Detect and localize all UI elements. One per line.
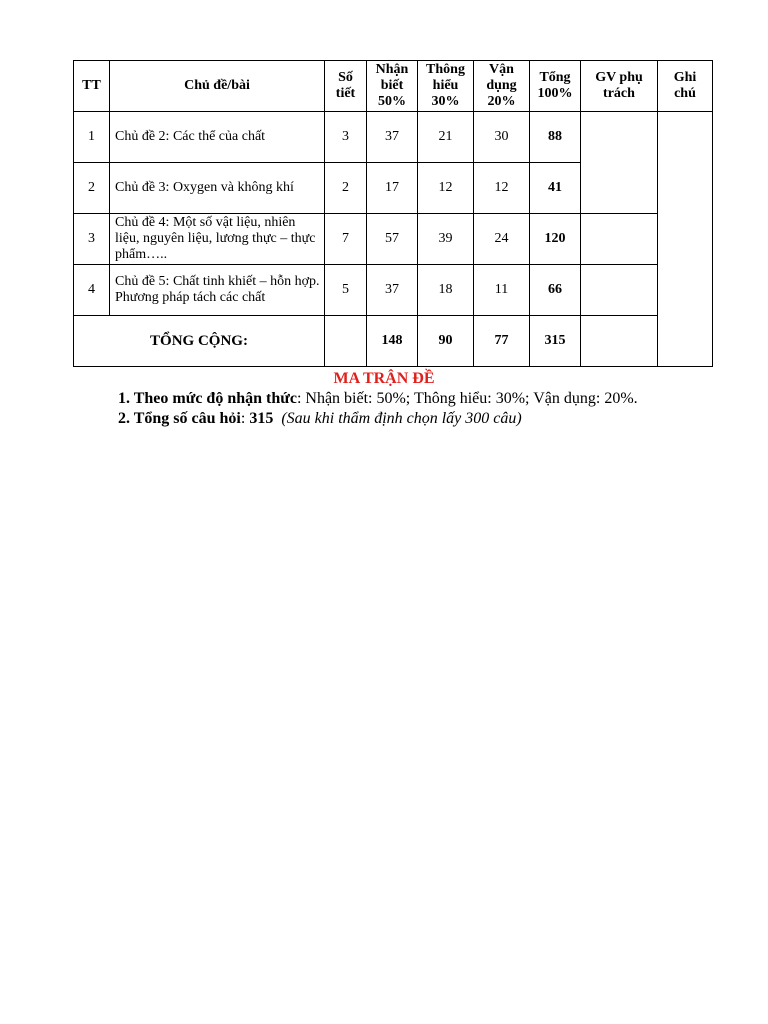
cell-tt: 1 [74, 112, 110, 163]
criteria-text: : Nhận biết: 50%; Thông hiểu: 30%; Vận dụng: 20%. [296, 390, 638, 407]
cell-understand: 21 [418, 112, 474, 163]
header-apply: Vận dụng 20% [474, 61, 530, 112]
cell-understand: 18 [418, 265, 474, 316]
header-topic: Chủ đề/bài [110, 61, 325, 112]
cell-tt: 3 [74, 214, 110, 265]
cell-periods: 5 [325, 265, 367, 316]
cell-know: 37 [367, 112, 418, 163]
header-note: Ghi chú [658, 61, 713, 112]
cell-periods: 7 [325, 214, 367, 265]
cell-apply: 30 [474, 112, 530, 163]
cell-topic: Chủ đề 3: Oxygen và không khí [110, 163, 325, 214]
cell-topic: Chủ đề 5: Chất tinh khiết – hỗn hợp. Phương pháp tách các chất [110, 265, 325, 316]
cell-periods: 2 [325, 163, 367, 214]
cell-tt: 2 [74, 163, 110, 214]
table-row [74, 265, 713, 316]
cell-teacher [581, 112, 658, 214]
matrix-table [73, 60, 713, 367]
cell-total: 41 [530, 163, 581, 214]
total-label: TỔNG CỘNG: [74, 316, 325, 367]
cell-apply: 11 [474, 265, 530, 316]
total-teacher [581, 316, 658, 367]
header-row [74, 61, 713, 112]
header-understand: Thông hiểu 30% [418, 61, 474, 112]
criteria-line [118, 389, 638, 409]
cell-total: 66 [530, 265, 581, 316]
header-tt: TT [74, 61, 110, 112]
cell-know: 17 [367, 163, 418, 214]
header-total: Tổng 100% [530, 61, 581, 112]
total-apply: 77 [474, 316, 530, 367]
table-row [74, 214, 713, 265]
question-count-value: 315 [249, 410, 274, 427]
question-count-sep: : [240, 410, 250, 427]
cell-topic: Chủ đề 4: Một số vật liệu, nhiên liệu, nguyên liệu, lương thực – thực phẩm….. [110, 214, 325, 265]
criteria-label: 1. Theo mức độ nhận thức [118, 390, 297, 407]
cell-total: 120 [530, 214, 581, 265]
cell-understand: 12 [418, 163, 474, 214]
cell-tt: 4 [74, 265, 110, 316]
cell-understand: 39 [418, 214, 474, 265]
total-periods [325, 316, 367, 367]
cell-know: 57 [367, 214, 418, 265]
cell-apply: 24 [474, 214, 530, 265]
total-total: 315 [530, 316, 581, 367]
cell-total: 88 [530, 112, 581, 163]
total-understand: 90 [418, 316, 474, 367]
section-title: MA TRẬN ĐỀ [333, 370, 435, 387]
header-periods: Số tiết [325, 61, 367, 112]
cell-teacher [581, 214, 658, 265]
cell-teacher [581, 265, 658, 316]
question-count-line [118, 409, 522, 429]
cell-know: 37 [367, 265, 418, 316]
cell-periods: 3 [325, 112, 367, 163]
question-count-label: 2. Tổng số câu hỏi [118, 410, 241, 427]
header-teacher: GV phụ trách [581, 61, 658, 112]
cell-note [658, 112, 713, 367]
header-know: Nhận biết 50% [367, 61, 418, 112]
total-row [74, 316, 713, 367]
table-row [74, 112, 713, 163]
cell-topic: Chủ đề 2: Các thể của chất [110, 112, 325, 163]
question-count-note: (Sau khi thẩm định chọn lấy 300 câu) [281, 410, 522, 427]
total-know: 148 [367, 316, 418, 367]
cell-apply: 12 [474, 163, 530, 214]
